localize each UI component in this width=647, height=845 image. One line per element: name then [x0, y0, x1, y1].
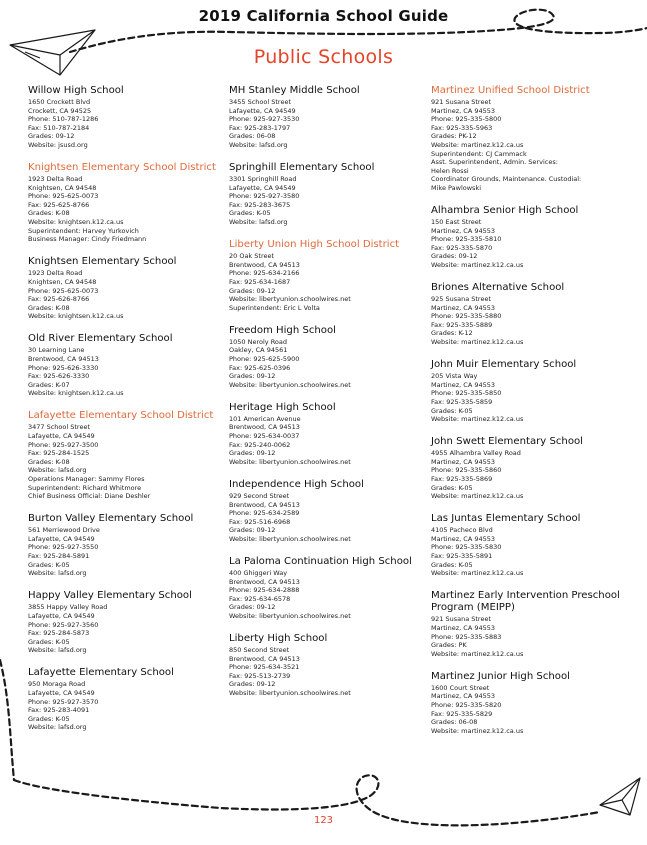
- school-name: Willow High School: [28, 85, 124, 96]
- city-line: Lafayette, CA 94549: [28, 534, 95, 543]
- city-line: Brentwood, CA 94513: [229, 260, 300, 269]
- city-line: Lafayette, CA 94549: [28, 432, 95, 441]
- grades-line: Grades: K-07: [28, 380, 70, 389]
- school-entry: [229, 402, 425, 467]
- city-line: Oakley, CA 94561: [229, 346, 288, 355]
- phone-line: Phone: 925-927-3550: [28, 543, 99, 552]
- phone-line: Phone: 925-335-5860: [431, 466, 502, 475]
- grades-line: Grades: K-08: [28, 209, 70, 218]
- website-line: Website: martinez.k12.ca.us: [431, 569, 524, 578]
- city-line: Brentwood, CA 94513: [229, 654, 300, 663]
- street-address-line: 1650 Crockett Blvd: [28, 98, 91, 106]
- website-line: Website: libertyunion.schoolwires.net: [229, 689, 351, 697]
- website-line: Website: libertyunion.schoolwires.net: [229, 457, 351, 466]
- street-address-line: 925 Susana Street: [431, 295, 492, 304]
- district-entry: [28, 162, 224, 244]
- phone-line: Phone: 925-927-3560: [28, 620, 99, 629]
- phone-line: Phone: 925-634-2888: [229, 586, 300, 595]
- street-address-line: 921 Susana Street: [431, 615, 492, 624]
- fax-line: Fax: 925-626-3330: [28, 372, 90, 381]
- entry-detail-line: Chief Business Official: Diane Deshler: [28, 492, 151, 501]
- district-name: Martinez Unified School District: [431, 85, 590, 96]
- city-line: Martinez, CA 94553: [431, 226, 496, 235]
- entry-detail-line: Helen Rossi: [431, 166, 469, 175]
- fax-line: Fax: 925-634-1687: [229, 277, 291, 286]
- fax-line: Fax: 925-284-1525: [28, 449, 90, 458]
- street-address-line: 4955 Alhambra Valley Road: [431, 449, 521, 458]
- grades-line: Grades: K-05: [431, 560, 473, 569]
- school-name: La Paloma Continuation High School: [229, 555, 412, 567]
- school-name: Las Juntas Elementary School: [431, 513, 581, 525]
- website-line: Website: martinez.k12.ca.us: [431, 726, 524, 735]
- grades-line: Grades: K-12: [431, 329, 473, 338]
- school-name: Knightsen Elementary School: [28, 256, 177, 268]
- fax-line: Fax: 925-335-5869: [431, 475, 493, 483]
- school-name: Heritage High School: [229, 401, 336, 413]
- school-entry: [229, 85, 425, 150]
- city-line: Lafayette, CA 94549: [229, 106, 296, 115]
- school-name: Martinez Early Intervention Preschool Program (MEIPP): [431, 590, 620, 614]
- school-entry: [229, 633, 425, 698]
- website-line: Website: libertyunion.schoolwires.net: [229, 295, 351, 304]
- website-line: Website: knightsen.k12.ca.us: [28, 389, 124, 398]
- grades-line: Grades: 09-12: [431, 252, 478, 261]
- grades-line: Grades: 09-12: [229, 286, 276, 295]
- city-line: Knightsen, CA 94548: [28, 277, 97, 286]
- grades-line: Grades: 09-12: [229, 680, 276, 689]
- district-name: Lafayette Elementary School District: [28, 410, 214, 422]
- street-address-line: 850 Second Street: [229, 646, 290, 655]
- fax-line: Fax: 925-516-6968: [229, 517, 291, 526]
- city-line: Lafayette, CA 94549: [28, 611, 95, 620]
- phone-line: Phone: 925-335-5883: [431, 632, 502, 641]
- street-address-line: 1050 Neroly Road: [229, 337, 288, 346]
- street-address-line: 561 Merriewood Drive: [28, 526, 100, 535]
- website-line: Website: lafsd.org: [28, 466, 87, 475]
- city-line: Brentwood, CA 94513: [28, 354, 99, 363]
- school-entry: [28, 333, 224, 398]
- website-line: Website: martinez.k12.ca.us: [431, 415, 524, 424]
- website-line: Website: lafsd.org: [28, 646, 87, 655]
- school-entry: [28, 256, 224, 321]
- city-line: Martinez, CA 94553: [431, 692, 496, 701]
- grades-line: Grades: K-05: [28, 560, 70, 569]
- fax-line: Fax: 925-626-8766: [28, 295, 90, 304]
- grades-line: Grades: 06-08: [431, 718, 478, 727]
- school-name: John Swett Elementary School: [431, 436, 583, 448]
- district-name: Liberty Union High School District: [229, 239, 400, 251]
- website-line: Website: martinez.k12.ca.us: [431, 261, 524, 269]
- website-line: Website: knightsen.k12.ca.us: [28, 312, 124, 321]
- district-entry: [229, 239, 425, 312]
- website-line: Website: lafsd.org: [229, 140, 288, 149]
- fax-line: Fax: 925-283-1797: [229, 123, 291, 132]
- website-line: Website: lafsd.org: [229, 218, 288, 227]
- city-line: Martinez, CA 94553: [431, 534, 496, 543]
- phone-line: Phone: 925-335-5810: [431, 235, 502, 244]
- phone-line: Phone: 925-335-5800: [431, 115, 502, 124]
- city-line: Brentwood, CA 94513: [229, 500, 300, 509]
- district-entry: [28, 410, 224, 500]
- website-line: Website: jsusd.org: [28, 140, 88, 149]
- fax-line: Fax: 925-634-6578: [229, 594, 291, 603]
- grades-line: Grades: 09-12: [229, 449, 276, 458]
- district-name: Knightsen Elementary School District: [28, 162, 216, 174]
- website-line: Website: libertyunion.schoolwires.net: [229, 534, 351, 543]
- website-line: Website: martinez.k12.ca.us: [431, 140, 524, 149]
- entry-detail-line: Superintendent: CJ Cammack: [431, 149, 527, 158]
- school-entry: [229, 162, 425, 227]
- school-name: Happy Valley Elementary School: [28, 590, 192, 602]
- fax-line: Fax: 925-283-4091: [28, 706, 90, 715]
- left-dashed-path: [0, 660, 14, 780]
- grades-line: Grades: K-05: [431, 483, 473, 492]
- website-line: Website: martinez.k12.ca.us: [431, 492, 524, 501]
- school-name: John Muir Elementary School: [431, 359, 577, 371]
- grades-line: Grades: K-08: [28, 457, 70, 466]
- school-entry: [431, 436, 631, 501]
- street-address-line: 150 East Street: [431, 218, 482, 227]
- phone-line: Phone: 510-787-1286: [28, 115, 99, 124]
- phone-line: Phone: 925-625-5900: [229, 354, 300, 363]
- street-address-line: 3855 Happy Valley Road: [28, 603, 108, 612]
- fax-line: Fax: 925-625-0396: [229, 363, 291, 372]
- website-line: Website: martinez.k12.ca.us: [431, 649, 524, 658]
- phone-line: Phone: 925-625-0073: [28, 286, 99, 295]
- school-name: Lafayette Elementary School: [28, 667, 174, 679]
- school-column-left: [28, 85, 224, 732]
- school-entry: [229, 325, 425, 390]
- grades-line: Grades: 09-12: [28, 132, 75, 141]
- school-entry: [28, 667, 224, 732]
- section-title: Public Schools: [253, 46, 394, 68]
- school-name: Freedom High School: [229, 324, 336, 336]
- fax-line: Fax: 925-335-5870: [431, 243, 493, 252]
- school-entry: [28, 513, 224, 578]
- school-entry: [431, 671, 631, 736]
- phone-line: Phone: 925-927-3570: [28, 697, 99, 706]
- street-address-line: 929 Second Street: [229, 491, 290, 500]
- street-address-line: 3301 Springhill Road: [229, 175, 297, 184]
- school-entry: [431, 513, 631, 578]
- phone-line: Phone: 925-626-3330: [28, 363, 99, 372]
- city-line: Martinez, CA 94553: [431, 106, 496, 115]
- phone-line: Phone: 925-335-5830: [431, 543, 502, 552]
- entry-detail-line: Business Manager: Cindy Friedmann: [28, 235, 147, 244]
- school-name: Briones Alternative School: [431, 282, 565, 294]
- school-entry: [431, 359, 631, 424]
- city-line: Martinez, CA 94553: [431, 623, 496, 632]
- phone-line: Phone: 925-927-3580: [229, 192, 300, 201]
- street-address-line: 1600 Court Street: [431, 683, 490, 692]
- grades-line: Grades: 06-08: [229, 132, 276, 141]
- school-entry: [28, 85, 224, 150]
- city-line: Knightsen, CA 94548: [28, 183, 97, 192]
- phone-line: Phone: 925-634-0037: [229, 432, 300, 441]
- grades-line: Grades: 09-12: [229, 603, 276, 612]
- fax-line: Fax: 925-335-5829: [431, 709, 493, 718]
- school-entry: [28, 590, 224, 655]
- city-line: Crockett, CA 94525: [28, 106, 92, 115]
- entry-detail-line: Asst. Superintendent, Admin. Services:: [431, 158, 558, 167]
- city-line: Lafayette, CA 94549: [28, 689, 95, 697]
- school-name: Burton Valley Elementary School: [28, 513, 194, 525]
- fax-line: Fax: 925-625-8766: [28, 200, 90, 209]
- city-line: Lafayette, CA 94549: [229, 183, 296, 192]
- street-address-line: 400 Ghiggeri Way: [229, 568, 288, 577]
- school-name: Old River Elementary School: [28, 333, 173, 345]
- website-line: Website: libertyunion.schoolwires.net: [229, 611, 351, 620]
- street-address-line: 1923 Delta Road: [28, 269, 83, 278]
- phone-line: Phone: 925-625-0073: [28, 192, 99, 201]
- street-address-line: 30 Learning Lane: [28, 346, 85, 355]
- school-name: Springhill Elementary School: [229, 162, 375, 174]
- website-line: Website: martinez.k12.ca.us: [431, 338, 524, 347]
- city-line: Martinez, CA 94553: [431, 457, 496, 466]
- fax-line: Fax: 925-335-5889: [431, 320, 493, 329]
- city-line: Martinez, CA 94553: [431, 303, 496, 312]
- fax-line: Fax: 925-284-5891: [28, 552, 90, 561]
- fax-line: Fax: 925-513-2739: [229, 671, 291, 680]
- fax-line: Fax: 925-240-0062: [229, 440, 291, 449]
- school-name: Independence High School: [229, 478, 364, 490]
- phone-line: Phone: 925-335-5820: [431, 701, 502, 709]
- street-address-line: 3477 School Street: [28, 423, 91, 432]
- page-number: 123: [313, 815, 334, 826]
- entry-detail-line: Operations Manager: Sammy Flores: [28, 475, 145, 483]
- fax-line: Fax: 925-284-5873: [28, 629, 90, 638]
- phone-line: Phone: 925-927-3500: [28, 440, 99, 449]
- entry-detail-line: Mike Pawlowski: [431, 183, 481, 192]
- school-entry: [229, 556, 425, 621]
- guide-title: 2019 California School Guide: [198, 7, 449, 25]
- phone-line: Phone: 925-335-5850: [431, 389, 502, 398]
- fax-line: Fax: 925-335-5963: [431, 123, 493, 132]
- street-address-line: 921 Susana Street: [431, 98, 492, 106]
- school-entry: [431, 205, 631, 270]
- phone-line: Phone: 925-634-2589: [229, 509, 300, 518]
- fax-line: Fax: 510-787-2184: [28, 123, 90, 132]
- street-address-line: 3455 School Street: [229, 98, 292, 106]
- phone-line: Phone: 925-927-3530: [229, 115, 300, 124]
- fax-line: Fax: 925-283-3675: [229, 200, 291, 209]
- fax-line: Fax: 925-335-5859: [431, 397, 493, 406]
- street-address-line: 101 American Avenue: [229, 414, 301, 423]
- entry-detail-line: Superintendent: Eric L Volta: [229, 303, 320, 312]
- school-entry: [229, 479, 425, 544]
- website-line: Website: lafsd.org: [28, 723, 87, 732]
- grades-line: Grades: K-05: [229, 209, 271, 218]
- phone-line: Phone: 925-634-2166: [229, 269, 300, 278]
- grades-line: Grades: 09-12: [229, 526, 276, 535]
- street-address-line: 20 Oak Street: [229, 252, 275, 261]
- fax-line: Fax: 925-335-5891: [431, 552, 493, 561]
- school-entry: [431, 590, 631, 658]
- grades-line: Grades: K-05: [28, 637, 70, 646]
- website-line: Website: lafsd.org: [28, 569, 87, 578]
- entry-detail-line: Superintendent: Richard Whitmore: [28, 483, 142, 492]
- grades-line: Grades: PK: [431, 641, 467, 650]
- school-entry: [431, 282, 631, 347]
- grades-line: Grades: PK-12: [431, 132, 477, 141]
- grades-line: Grades: K-05: [431, 406, 473, 415]
- website-line: Website: knightsen.k12.ca.us: [28, 218, 124, 227]
- city-line: Brentwood, CA 94513: [229, 577, 300, 586]
- phone-line: Phone: 925-634-3521: [229, 663, 300, 672]
- grades-line: Grades: K-08: [28, 303, 70, 312]
- street-address-line: 950 Moraga Road: [28, 680, 86, 689]
- school-name: Martinez Junior High School: [431, 670, 570, 682]
- grades-line: Grades: 09-12: [229, 372, 276, 381]
- street-address-line: 205 Vista Way: [431, 372, 478, 381]
- street-address-line: 1923 Delta Road: [28, 175, 83, 184]
- school-name: MH Stanley Middle School: [229, 85, 360, 96]
- school-column-right: [431, 85, 631, 735]
- school-column-middle: [229, 85, 425, 698]
- phone-line: Phone: 925-335-5880: [431, 312, 502, 321]
- grades-line: Grades: K-05: [28, 714, 70, 723]
- city-line: Martinez, CA 94553: [431, 380, 496, 389]
- entry-detail-line: Coordinator Grounds, Maintenance. Custodial:: [431, 175, 582, 184]
- paper-airplane-icon: [600, 778, 640, 815]
- school-name: Alhambra Senior High School: [431, 205, 579, 217]
- city-line: Brentwood, CA 94513: [229, 423, 300, 432]
- school-name: Liberty High School: [229, 633, 328, 645]
- website-line: Website: libertyunion.schoolwires.net: [229, 380, 351, 389]
- street-address-line: 4105 Pacheco Blvd: [431, 526, 493, 535]
- district-entry: [431, 85, 631, 193]
- entry-detail-line: Superintendent: Harvey Yurkovich: [28, 226, 139, 235]
